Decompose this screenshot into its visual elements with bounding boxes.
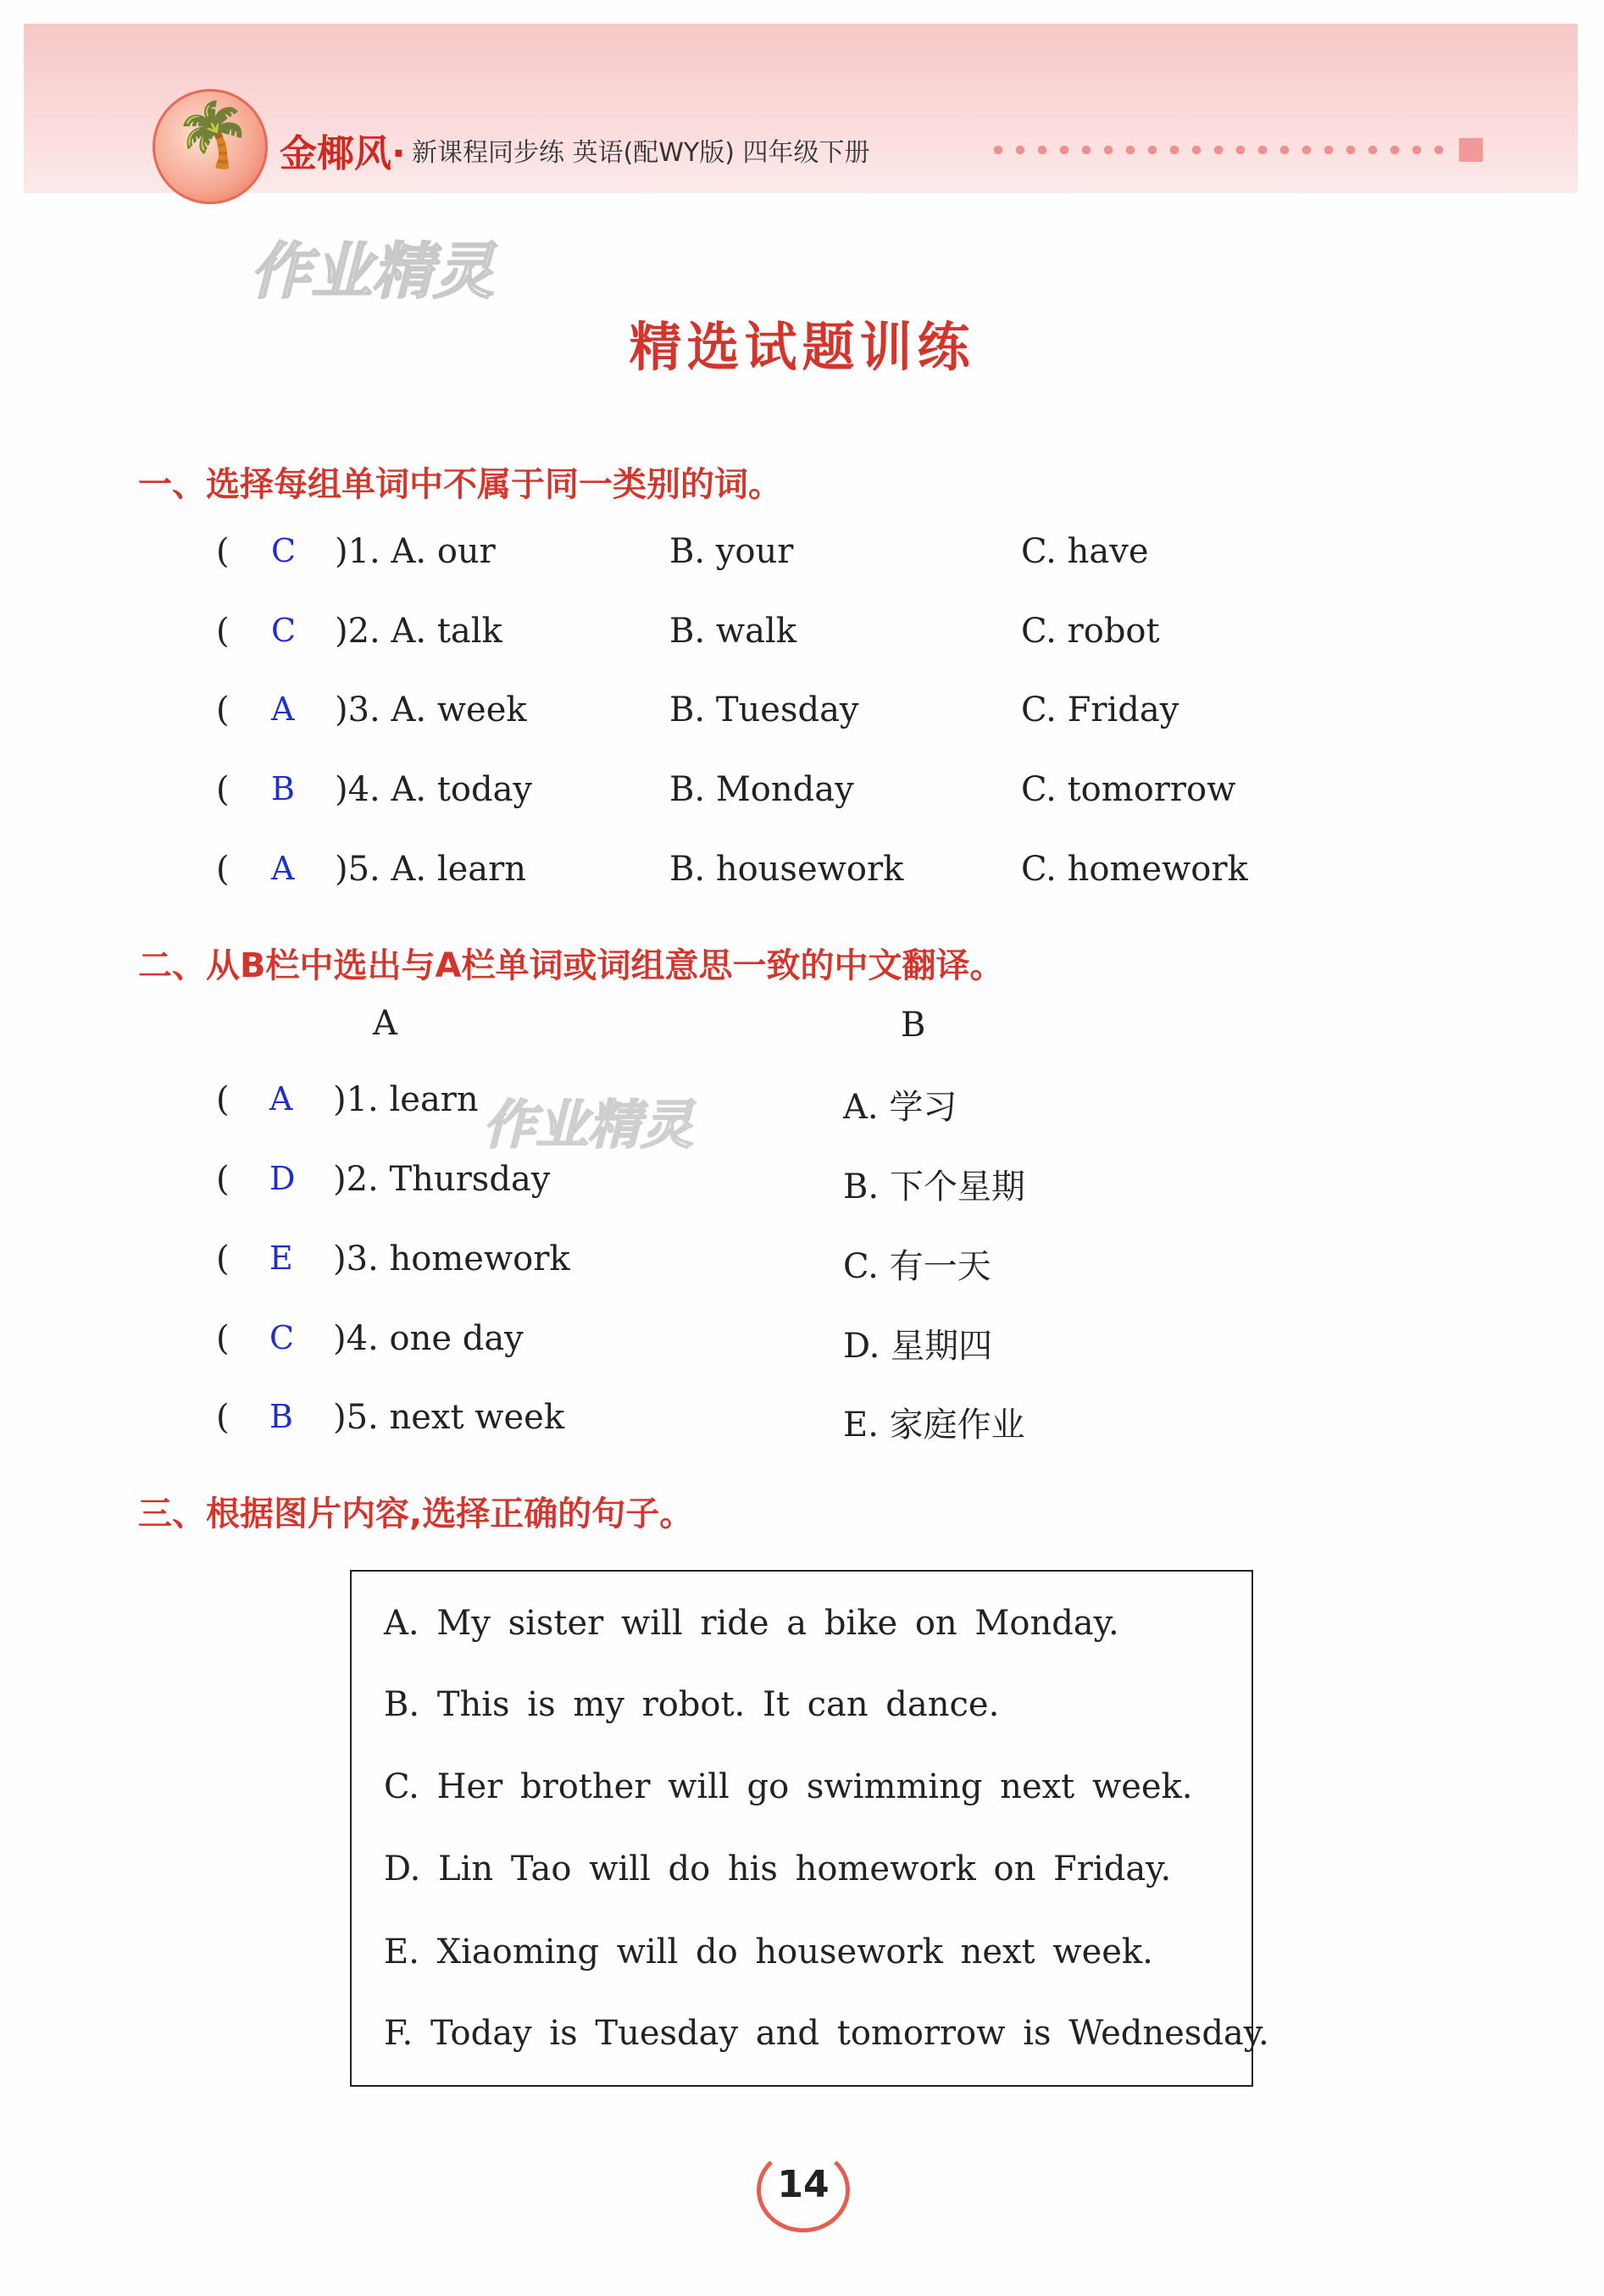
- option-b: B. your: [669, 532, 794, 571]
- watermark: 作业精灵: [483, 1094, 694, 1156]
- option-c: C. Friday: [1021, 690, 1179, 729]
- option-b: B. Monday: [669, 770, 854, 809]
- answer: D: [269, 1160, 296, 1197]
- sentence-option: D. Lin Tao will do his homework on Friday.: [384, 1850, 1172, 1888]
- option-b: B. housework: [669, 850, 904, 889]
- series-title: 新课程同步练 英语(配WY版) 四年级下册: [412, 138, 870, 168]
- match-right: A. 学习: [843, 1088, 957, 1127]
- open-paren: (: [216, 770, 230, 809]
- answer: E: [269, 1240, 293, 1277]
- match-left: )3. homework: [333, 1240, 570, 1278]
- sentence-option: A. My sister will ride a bike on Monday.: [384, 1604, 1119, 1643]
- page-title: 精选试题训练: [629, 316, 975, 378]
- header-corner-marker: [1459, 138, 1483, 162]
- option-c: C. robot: [1021, 612, 1160, 651]
- answer: A: [271, 690, 295, 728]
- sentence-option: C. Her brother will go swimming next week.: [384, 1767, 1193, 1806]
- open-paren: (: [216, 1398, 230, 1437]
- option-b: B. walk: [669, 612, 796, 651]
- sentence-option: B. This is my robot. It can dance.: [384, 1685, 1000, 1724]
- sentence-box: [350, 1570, 1269, 2087]
- match-left: )5. next week: [333, 1398, 565, 1437]
- open-paren: (: [216, 1160, 230, 1199]
- section-3-title: 三、根据图片内容,选择正确的句子。: [138, 1495, 694, 1533]
- question-number-option-a: )4. A. today: [335, 770, 533, 809]
- sentence-option: E. Xiaoming will do housework next week.: [384, 1933, 1153, 1972]
- question-number-option-a: )1. A. our: [335, 532, 496, 571]
- answer: C: [271, 532, 297, 569]
- answer: A: [271, 850, 295, 887]
- open-paren: (: [216, 850, 230, 889]
- open-paren: (: [216, 690, 230, 729]
- watermark: 作业精灵: [250, 236, 495, 307]
- match-right: E. 家庭作业: [843, 1406, 1025, 1445]
- match-right: B. 下个星期: [843, 1167, 1025, 1206]
- match-left: )2. Thursday: [333, 1160, 551, 1199]
- brand-name: 金椰风·: [280, 132, 406, 175]
- answer: C: [269, 1319, 295, 1356]
- option-c: C. tomorrow: [1021, 770, 1236, 809]
- match-left: )1. learn: [333, 1080, 479, 1119]
- question-number-option-a: )5. A. learn: [335, 850, 527, 889]
- page-number-badge: [757, 2148, 850, 2232]
- option-c: C. homework: [1021, 850, 1248, 889]
- sentence-option: F. Today is Tuesday and tomorrow is Wednesday.: [384, 2014, 1269, 2053]
- column-a-header: A: [373, 1004, 397, 1043]
- open-paren: (: [216, 532, 230, 571]
- answer: B: [269, 1398, 293, 1435]
- match-right: D. 星期四: [843, 1327, 993, 1366]
- open-paren: (: [216, 1319, 230, 1358]
- section-2-title: 二、从B栏中选出与A栏单词或词组意思一致的中文翻译。: [138, 946, 1004, 985]
- question-number-option-a: )2. A. talk: [335, 612, 502, 651]
- section-1-title: 一、选择每组单词中不属于同一类别的词。: [138, 465, 782, 504]
- answer: A: [269, 1080, 293, 1117]
- question-number-option-a: )3. A. week: [335, 690, 527, 729]
- match-right: C. 有一天: [843, 1247, 991, 1286]
- open-paren: (: [216, 612, 230, 651]
- option-b: B. Tuesday: [669, 690, 859, 729]
- answer: B: [271, 770, 295, 807]
- open-paren: (: [216, 1240, 230, 1278]
- palm-logo-icon: 🌴: [153, 89, 268, 204]
- match-left: )4. one day: [333, 1319, 524, 1358]
- dot-decoration: [987, 146, 1453, 154]
- answer: C: [271, 612, 297, 649]
- column-b-header: B: [901, 1006, 926, 1045]
- option-c: C. have: [1021, 532, 1149, 571]
- open-paren: (: [216, 1080, 230, 1119]
- page-number: 14: [777, 2163, 830, 2206]
